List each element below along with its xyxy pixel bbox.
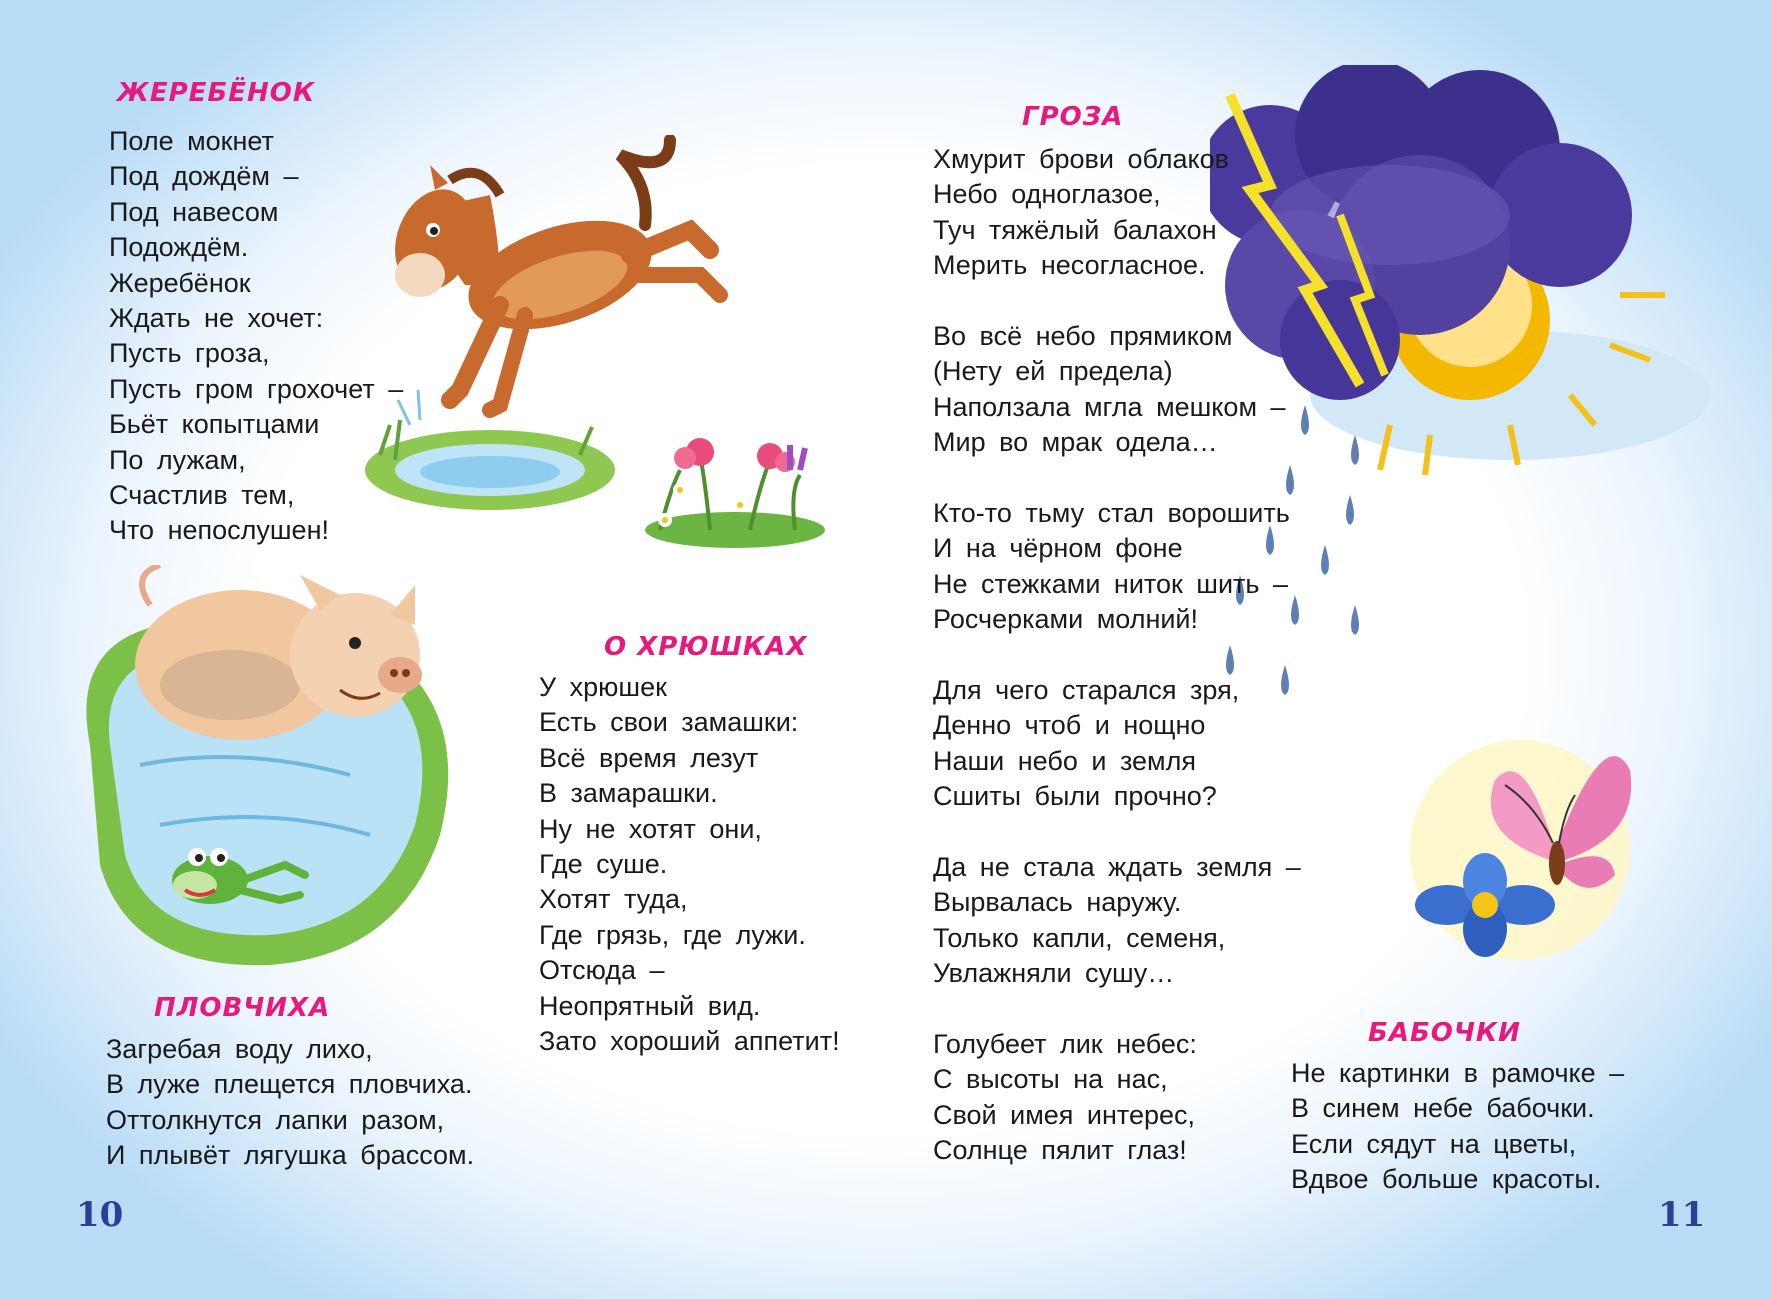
poem-line: Росчерками молний! xyxy=(933,604,1199,635)
poem-line: Где суше. xyxy=(539,848,668,879)
poem-line: Есть свои замашки: xyxy=(539,707,799,738)
poem-groza xyxy=(933,142,1301,1168)
poem-line: (Нету ей предела) xyxy=(933,356,1173,387)
poem-title-plovchikha: ПЛОВЧИХА xyxy=(154,993,331,1023)
poem-plovchikha xyxy=(106,1032,474,1174)
stanza-gap xyxy=(933,814,1301,849)
poem-line: Оттолкнутся лапки разом, xyxy=(106,1104,445,1135)
poem-title-babochki: БАБОЧКИ xyxy=(1368,1018,1521,1048)
poem-line: Небо одноглазое, xyxy=(933,179,1161,210)
poem-line: Вырвалась наружу. xyxy=(933,887,1182,918)
poem-line: Всё время лезут xyxy=(539,742,759,773)
poem-line: Хмурит брови облаков xyxy=(933,144,1229,174)
poem-line: Солнце пялит глаз! xyxy=(933,1134,1187,1165)
poem-line: Загребая воду лихо, xyxy=(106,1034,373,1064)
poem-line: Денно чтоб и нощно xyxy=(933,710,1206,741)
frog-illustration xyxy=(155,835,315,925)
poem-line: Неопрятный вид. xyxy=(539,990,761,1021)
poem-line: Вдвое больше красоты. xyxy=(1291,1164,1602,1195)
poem-line: Сшиты были прочно? xyxy=(933,781,1217,812)
poem-line: Мир во мрак одела… xyxy=(933,427,1218,458)
poem-line: Подождём. xyxy=(109,232,249,263)
poem-line: Только капли, семеня, xyxy=(933,922,1226,953)
poem-line: Под дождём – xyxy=(109,161,299,192)
poem-zherebenok xyxy=(109,124,403,549)
poem-line: Пусть гром грохочет – xyxy=(109,373,404,404)
stanza-gap xyxy=(933,461,1301,496)
poem-line: Кто-то тьму стал ворошить xyxy=(933,497,1290,528)
poem-line: Если сядут на цветы, xyxy=(1291,1128,1577,1159)
poem-line: Свой имея интерес, xyxy=(933,1099,1196,1130)
poem-line: Не картинки в рамочке – xyxy=(1291,1058,1625,1088)
poem-line: Голубеет лик небес: xyxy=(933,1028,1197,1059)
poem-line: Не стежками ниток шить – xyxy=(933,568,1289,599)
poem-line: Счастлив тем, xyxy=(109,479,295,510)
poem-line: Для чего старался зря, xyxy=(933,674,1240,705)
poem-line: Туч тяжёлый балахон xyxy=(933,214,1217,245)
poem-title-zherebenok: ЖЕРЕБЁНОК xyxy=(117,78,316,108)
poem-line: Поле мокнет xyxy=(109,126,274,156)
poem-line: Зато хороший аппетит! xyxy=(539,1025,840,1056)
poem-line: Под навесом xyxy=(109,196,279,227)
poem-line: С высоты на нас, xyxy=(933,1064,1168,1095)
butterfly-illustration xyxy=(1405,725,1645,975)
poem-line: Наползала мгла мешком – xyxy=(933,391,1286,422)
poem-title-o-khryushkakh: О ХРЮШКАХ xyxy=(604,632,808,662)
poem-line: Хотят туда, xyxy=(539,884,688,915)
poem-o-khryushkakh xyxy=(539,670,840,1059)
poem-line: Ждать не хочет: xyxy=(109,302,324,333)
poem-line: В замарашки. xyxy=(539,778,718,809)
poem-title-groza: ГРОЗА xyxy=(1022,102,1124,132)
poem-line: Ну не хотят они, xyxy=(539,813,762,844)
page-number-left: 10 xyxy=(76,1195,124,1235)
poem-line: И на чёрном фоне xyxy=(933,533,1183,564)
poem-line: Во всё небо прямиком xyxy=(933,320,1233,351)
poem-babochki xyxy=(1291,1056,1624,1198)
poem-line: Мерить несогласное. xyxy=(933,250,1206,281)
stanza-gap xyxy=(933,284,1301,319)
poem-line: В синем небе бабочки. xyxy=(1291,1093,1595,1124)
stanza-gap xyxy=(933,637,1301,672)
poem-line: У хрюшек xyxy=(539,672,667,702)
poem-line: Да не стала ждать земля – xyxy=(933,851,1301,882)
poem-line: Наши небо и земля xyxy=(933,745,1196,776)
poem-line: Отсюда – xyxy=(539,955,665,986)
poem-line: Бьёт копытцами xyxy=(109,409,320,440)
poem-line: В луже плещется пловчиха. xyxy=(106,1069,473,1100)
poem-line: Что непослушен! xyxy=(109,515,329,546)
flowers-illustration xyxy=(640,430,830,550)
stanza-gap xyxy=(933,991,1301,1026)
poem-line: Увлажняли сушу… xyxy=(933,957,1175,988)
poem-line: Где грязь, где лужи. xyxy=(539,919,806,950)
poem-line: Пусть гроза, xyxy=(109,338,270,369)
poem-line: Жеребёнок xyxy=(109,267,251,298)
poem-line: По лужам, xyxy=(109,444,246,475)
poem-line: И плывёт лягушка брассом. xyxy=(106,1140,475,1171)
page-number-right: 11 xyxy=(1658,1195,1706,1235)
